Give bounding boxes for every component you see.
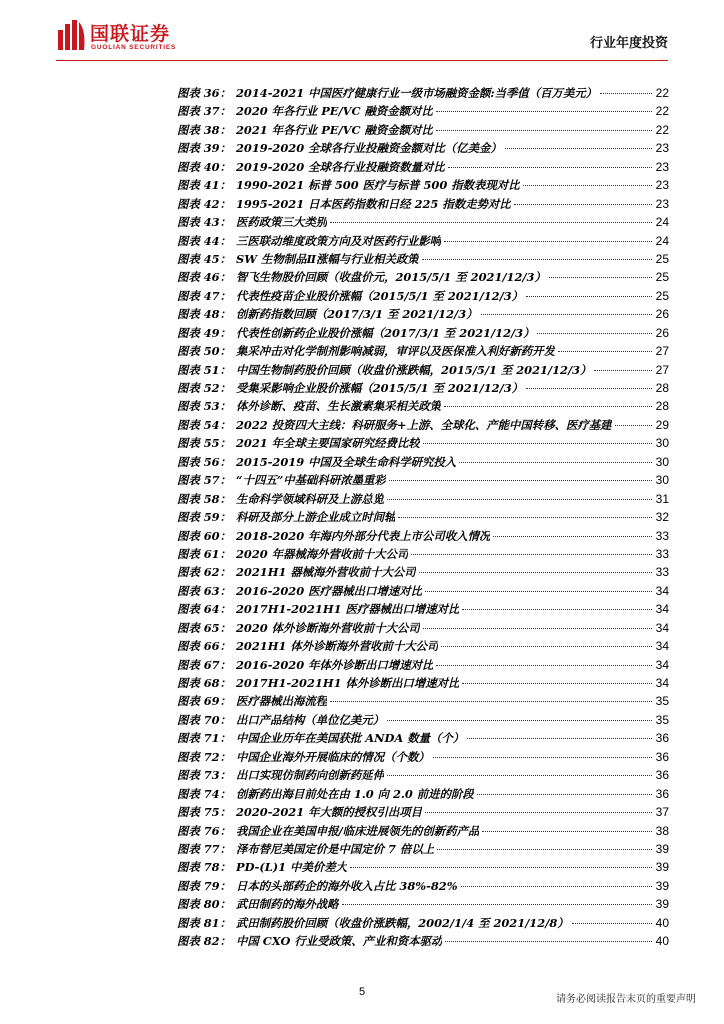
toc-entry-label: 图表 37： [177, 104, 231, 119]
toc-entry-title: 创新药指数回顾（2017/3/1 至 2021/12/3） [236, 307, 478, 322]
toc-entry[interactable] [177, 600, 669, 618]
toc-leader-dots [387, 720, 652, 721]
toc-entry-page: 32 [655, 510, 669, 525]
toc-entry[interactable] [177, 895, 669, 913]
toc-leader-dots [387, 499, 652, 500]
toc-entry-title: 2018-2020 年海内外部分代表上市公司收入情况 [236, 528, 491, 543]
toc-leader-dots [387, 775, 652, 776]
toc-entry-label: 图表 75： [177, 805, 231, 820]
toc-entry-label: 图表 44： [177, 233, 231, 248]
toc-leader-dots [462, 683, 652, 684]
toc-entry[interactable] [177, 711, 669, 729]
toc-leader-dots [350, 867, 652, 868]
logo-english-name: GUOLIAN SECURITIES [91, 44, 177, 51]
page-number: 5 [358, 986, 366, 998]
toc-leader-dots [514, 204, 652, 205]
page-header [0, 0, 724, 64]
toc-entry-title: 2014-2021 中国医疗健康行业一级市场融资金额:当季值（百万美元） [236, 86, 598, 100]
guolian-logo-mark-icon [56, 18, 86, 52]
toc-entry-page: 40 [655, 915, 669, 930]
toc-leader-dots [444, 406, 652, 407]
toc-leader-dots [482, 831, 652, 832]
toc-entry-page: 35 [655, 712, 669, 727]
toc-entry[interactable] [177, 250, 669, 268]
toc-entry[interactable] [177, 158, 669, 176]
toc-leader-dots [594, 370, 652, 371]
toc-entry-label: 图表 74： [177, 786, 231, 801]
toc-entry-title: 中国企业海外开展临床的情况（个数） [236, 749, 430, 764]
toc-entry-label: 图表 52： [177, 381, 231, 395]
toc-entry-label: 图表 48： [177, 307, 231, 322]
toc-leader-dots [436, 665, 652, 666]
toc-entry-title: 武田制药的海外战略 [236, 897, 339, 912]
toc-entry-title: 代表性创新药企业股价涨幅（2017/3/1 至 2021/12/3） [236, 325, 535, 340]
toc-entry[interactable] [177, 102, 669, 120]
toc-leader-dots [444, 241, 652, 242]
disclaimer-note: 请务必阅读报告末页的重要声明 [556, 994, 696, 1005]
toc-entry-label: 图表 66： [177, 639, 231, 654]
toc-entry-page: 38 [655, 823, 669, 838]
toc-entry-title: 2021H1 器械海外营收前十大公司 [236, 565, 416, 580]
toc-entry-page: 25 [655, 288, 669, 303]
toc-leader-dots [526, 388, 652, 389]
toc-entry-title: 2020 年各行业 PE/VC 融资金额对比 [236, 104, 433, 119]
toc-entry[interactable] [177, 176, 669, 194]
toc-entry-title: 2017H1-2021H1 医疗器械出口增速对比 [236, 602, 460, 617]
toc-entry-page: 34 [655, 639, 669, 654]
toc-entry-title: 1990-2021 标普 500 医疗与标普 500 指数表现对比 [236, 178, 520, 193]
toc-entry[interactable] [177, 342, 669, 360]
toc-entry[interactable] [177, 840, 669, 858]
toc-entry[interactable] [177, 305, 669, 323]
toc-entry-label: 图表 68： [177, 676, 231, 690]
toc-entry-page: 30 [655, 473, 669, 488]
toc-entry-title: 智飞生物股价回顾（收盘价元，2015/5/1 至 2021/12/3） [236, 270, 546, 285]
toc-entry-label: 图表 55： [177, 436, 231, 451]
toc-leader-dots [481, 314, 652, 315]
toc-entry[interactable] [177, 434, 669, 452]
toc-entry-title: 2022 投资四大主线：科研服务+上游、全球化、产能中国转移、医疗基建 [236, 417, 612, 432]
toc-entry[interactable] [177, 766, 669, 784]
toc-entry[interactable] [177, 361, 669, 379]
toc-entry-label: 图表 64： [177, 602, 231, 617]
toc-entry-label: 图表 53： [177, 399, 231, 414]
toc-leader-dots [448, 167, 652, 168]
toc-entry[interactable] [177, 729, 669, 747]
toc-entry-title: 代表性疫苗企业股价涨幅（2015/5/1 至 2021/12/3） [236, 288, 524, 303]
toc-entry-label: 图表 38： [177, 122, 231, 137]
toc-entry-label: 图表 76： [177, 823, 231, 838]
toc-entry-label: 图表 77： [177, 841, 231, 856]
toc-leader-dots [441, 646, 652, 647]
toc-entry-title: 科研及部分上游企业成立时间轴 [236, 510, 396, 525]
toc-entry-page: 36 [655, 768, 669, 783]
toc-leader-dots [423, 628, 652, 629]
toc-entry[interactable] [177, 213, 669, 231]
toc-entry-page: 23 [655, 159, 669, 174]
toc-entry-label: 图表 71： [177, 731, 231, 746]
toc-entry-title: 2021 年各行业 PE/VC 融资金额对比 [236, 122, 433, 137]
toc-entry[interactable] [177, 619, 669, 637]
toc-entry-title: 2016-2020 年体外诊断出口增速对比 [236, 657, 434, 672]
toc-leader-dots [398, 517, 652, 518]
toc-entry-page: 24 [655, 215, 669, 230]
toc-entry-label: 图表 40： [177, 159, 231, 174]
toc-entry[interactable] [177, 527, 669, 545]
toc-entry-title: “十四五”中基础科研浓墨重彩 [236, 473, 386, 488]
toc-leader-dots [558, 351, 652, 352]
toc-leader-dots [505, 148, 652, 149]
toc-entry-title: 2020 体外诊断海外营收前十大公司 [236, 620, 420, 635]
toc-entry-label: 图表 51： [177, 362, 231, 377]
toc-entry-label: 图表 36： [177, 86, 231, 100]
toc-entry-title: 2019-2020 全球各行业投融资数量对比 [236, 159, 445, 174]
toc-entry-label: 图表 82： [177, 934, 231, 949]
toc-entry-label: 图表 67： [177, 657, 231, 672]
toc-entry-title: 日本的头部药企的海外收入占比 38%-82% [236, 878, 458, 893]
toc-leader-dots [389, 480, 652, 481]
toc-leader-dots [600, 93, 652, 94]
toc-leader-dots [330, 222, 652, 223]
toc-entry-label: 图表 56： [177, 454, 231, 469]
toc-entry-page: 37 [655, 805, 669, 820]
toc-entry[interactable] [177, 121, 669, 139]
toc-entry-page: 22 [655, 122, 669, 137]
toc-entry-page: 39 [655, 878, 669, 893]
toc-leader-dots [461, 886, 652, 887]
toc-leader-dots [549, 277, 652, 278]
toc-entry-page: 29 [655, 417, 669, 432]
toc-leader-dots [433, 757, 652, 758]
toc-entry[interactable] [177, 914, 669, 932]
toc-entry-label: 图表 43： [177, 215, 231, 230]
toc-entry-label: 图表 57： [177, 473, 231, 488]
toc-entry[interactable] [177, 268, 669, 286]
toc-entry[interactable] [177, 822, 669, 840]
toc-leader-dots [411, 554, 652, 555]
toc-entry-page: 33 [655, 528, 669, 543]
toc-entry[interactable] [177, 582, 669, 600]
toc-entry-page: 34 [655, 620, 669, 635]
toc-entry[interactable] [177, 932, 669, 950]
toc-leader-dots [436, 130, 652, 131]
toc-entry-page: 39 [655, 841, 669, 856]
toc-entry-label: 图表 63： [177, 583, 231, 598]
toc-leader-dots [537, 333, 652, 334]
toc-leader-dots [425, 812, 652, 813]
toc-entry-page: 25 [655, 270, 669, 285]
toc-entry[interactable] [177, 195, 669, 213]
logo-chinese-name: 国联证券 [90, 23, 171, 45]
toc-entry[interactable] [177, 232, 669, 250]
toc-leader-dots [330, 701, 652, 702]
toc-entry[interactable] [177, 490, 669, 508]
toc-entry-page: 27 [655, 362, 669, 377]
toc-entry-label: 图表 39： [177, 141, 231, 156]
toc-entry-title: 2021 年全球主要国家研究经费比较 [236, 436, 420, 451]
toc-entry-label: 图表 46： [177, 270, 231, 285]
toc-entry-label: 图表 65： [177, 620, 231, 635]
toc-leader-dots [419, 572, 652, 573]
toc-entry-title: 受集采影响企业股价涨幅（2015/5/1 至 2021/12/3） [236, 381, 524, 395]
toc-leader-dots [477, 794, 652, 795]
toc-entry[interactable] [177, 287, 669, 305]
toc-entry-label: 图表 73： [177, 768, 231, 783]
toc-entry-label: 图表 60： [177, 528, 231, 543]
toc-entry-label: 图表 79： [177, 878, 231, 893]
toc-entry[interactable] [177, 563, 669, 581]
toc-entry-page: 27 [655, 344, 669, 359]
toc-entry[interactable] [177, 324, 669, 342]
toc-entry[interactable] [177, 803, 669, 821]
toc-entry-page: 36 [655, 786, 669, 801]
toc-entry-page: 22 [655, 86, 669, 100]
toc-entry[interactable] [177, 692, 669, 710]
toc-entry-label: 图表 45： [177, 251, 231, 266]
toc-entry-label: 图表 42： [177, 196, 231, 211]
toc-entry-label: 图表 78： [177, 860, 231, 875]
toc-entry-page: 28 [655, 399, 669, 414]
toc-entry-title: 体外诊断、疫苗、生长激素集采相关政策 [236, 399, 442, 414]
toc-entry-title: 2020 年器械海外营收前十大公司 [236, 546, 409, 561]
toc-entry-label: 图表 62： [177, 565, 231, 580]
toc-entry-title: 三医联动维度政策方向及对医药行业影响 [236, 233, 442, 248]
toc-entry-title: 出口实现仿制药向创新药延伸 [236, 768, 385, 783]
toc-entry-label: 图表 70： [177, 712, 231, 727]
toc-entry-title: 医疗器械出海流程 [236, 694, 328, 709]
toc-entry-page: 24 [655, 233, 669, 248]
toc-entry[interactable] [177, 545, 669, 563]
toc-entry-page: 33 [655, 565, 669, 580]
toc-entry-label: 图表 80： [177, 897, 231, 912]
toc-entry-label: 图表 59： [177, 510, 231, 525]
toc-entry-page: 26 [655, 307, 669, 322]
toc-entry[interactable] [177, 416, 669, 434]
toc-entry-label: 图表 41： [177, 178, 231, 193]
toc-entry-page: 33 [655, 546, 669, 561]
toc-entry-page: 31 [655, 491, 669, 506]
toc-entry-title: 创新药出海目前处在由 1.0 向 2.0 前进的阶段 [236, 786, 474, 801]
toc-entry-label: 图表 81： [177, 915, 231, 930]
toc-entry-title: 2016-2020 医疗器械出口增速对比 [236, 583, 423, 598]
toc-entry-page: 34 [655, 583, 669, 598]
header-divider [56, 60, 668, 61]
guolian-logo [56, 18, 198, 54]
toc-entry-title: 泽布替尼美国定价是中国定价 7 倍以上 [236, 841, 435, 856]
toc-entry[interactable] [177, 84, 669, 102]
toc-leader-dots [572, 923, 652, 924]
toc-leader-dots [423, 443, 652, 444]
toc-entry-label: 图表 69： [177, 694, 231, 709]
toc-entry-page: 26 [655, 325, 669, 340]
toc-leader-dots [493, 536, 652, 537]
toc-entry-title: 2015-2019 中国及全球生命科学研究投入 [236, 454, 457, 469]
toc-entry-page: 28 [655, 381, 669, 395]
toc-leader-dots [425, 591, 652, 592]
toc-entry-page: 23 [655, 178, 669, 193]
figure-index-list [177, 84, 669, 951]
toc-entry-title: 生命科学领域科研及上游总览 [236, 491, 385, 506]
report-type: 行业年度投资 [589, 36, 668, 51]
toc-entry-title: 1995-2021 日本医药指数和日经 225 指数走势对比 [236, 196, 511, 211]
toc-entry-page: 39 [655, 897, 669, 912]
toc-entry[interactable] [177, 877, 669, 895]
toc-entry[interactable] [177, 858, 669, 876]
toc-leader-dots [526, 296, 652, 297]
toc-entry-title: 中国 CXO 行业受政策、产业和资本驱动 [236, 934, 443, 949]
toc-entry-label: 图表 49： [177, 325, 231, 340]
toc-entry-page: 30 [655, 436, 669, 451]
toc-entry[interactable] [177, 453, 669, 471]
toc-entry-page: 30 [655, 454, 669, 469]
toc-entry-title: 中国生物制药股价回顾（收盘价涨跌幅，2015/5/1 至 2021/12/3） [236, 362, 592, 377]
toc-entry-label: 图表 61： [177, 546, 231, 561]
toc-entry-page: 36 [655, 731, 669, 746]
toc-leader-dots [523, 185, 652, 186]
toc-entry[interactable] [177, 637, 669, 655]
toc-entry-page: 36 [655, 749, 669, 764]
toc-entry-page: 34 [655, 657, 669, 672]
toc-entry-page: 34 [655, 602, 669, 617]
toc-leader-dots [436, 111, 652, 112]
toc-entry-title: 集采冲击对化学制剂影响减弱，审评以及医保准入利好新药开发 [236, 344, 555, 359]
toc-entry-page: 35 [655, 694, 669, 709]
toc-entry-page: 23 [655, 196, 669, 211]
toc-leader-dots [342, 904, 652, 905]
toc-entry-page: 34 [655, 676, 669, 690]
toc-entry[interactable] [177, 656, 669, 674]
toc-entry-page: 23 [655, 141, 669, 156]
toc-entry[interactable] [177, 508, 669, 526]
toc-entry[interactable] [177, 379, 669, 397]
toc-entry-title: 医药政策三大类别 [236, 215, 328, 230]
toc-entry-title: SW 生物制品Ⅱ涨幅与行业相关政策 [236, 251, 419, 266]
toc-entry-title: PD-(L)1 中美价差大 [236, 860, 348, 875]
toc-entry-page: 25 [655, 251, 669, 266]
toc-entry-page: 22 [655, 104, 669, 119]
toc-leader-dots [445, 941, 652, 942]
toc-entry-label: 图表 54： [177, 417, 231, 432]
toc-leader-dots [615, 425, 652, 426]
toc-entry-title: 我国企业在美国申报/临床进展领先的创新药产品 [236, 823, 480, 838]
toc-leader-dots [459, 462, 652, 463]
toc-entry-title: 2019-2020 全球各行业投融资金额对比（亿美金） [236, 141, 502, 156]
toc-leader-dots [467, 738, 652, 739]
toc-entry[interactable] [177, 785, 669, 803]
toc-entry-label: 图表 50： [177, 344, 231, 359]
toc-entry-title: 2017H1-2021H1 体外诊断出口增速对比 [236, 676, 460, 690]
toc-leader-dots [462, 609, 652, 610]
toc-leader-dots [437, 849, 652, 850]
toc-entry-label: 图表 58： [177, 491, 231, 506]
toc-entry[interactable] [177, 674, 669, 692]
toc-entry-page: 40 [655, 934, 669, 949]
toc-entry[interactable] [177, 748, 669, 766]
toc-entry-title: 2021H1 体外诊断海外营收前十大公司 [236, 639, 439, 654]
toc-entry-title: 出口产品结构（单位亿美元） [236, 712, 385, 727]
toc-leader-dots [422, 259, 652, 260]
toc-entry-label: 图表 47： [177, 288, 231, 303]
toc-entry[interactable] [177, 139, 669, 157]
toc-entry-page: 39 [655, 860, 669, 875]
toc-entry-title: 中国企业历年在美国获批 ANDA 数量（个） [236, 731, 465, 746]
toc-entry[interactable] [177, 471, 669, 489]
toc-entry-title: 武田制药股价回顾（收盘价涨跌幅，2002/1/4 至 2021/12/8） [236, 915, 569, 930]
toc-entry-title: 2020-2021 年大额的授权引出项目 [236, 805, 423, 820]
toc-entry-label: 图表 72： [177, 749, 231, 764]
toc-entry[interactable] [177, 397, 669, 415]
